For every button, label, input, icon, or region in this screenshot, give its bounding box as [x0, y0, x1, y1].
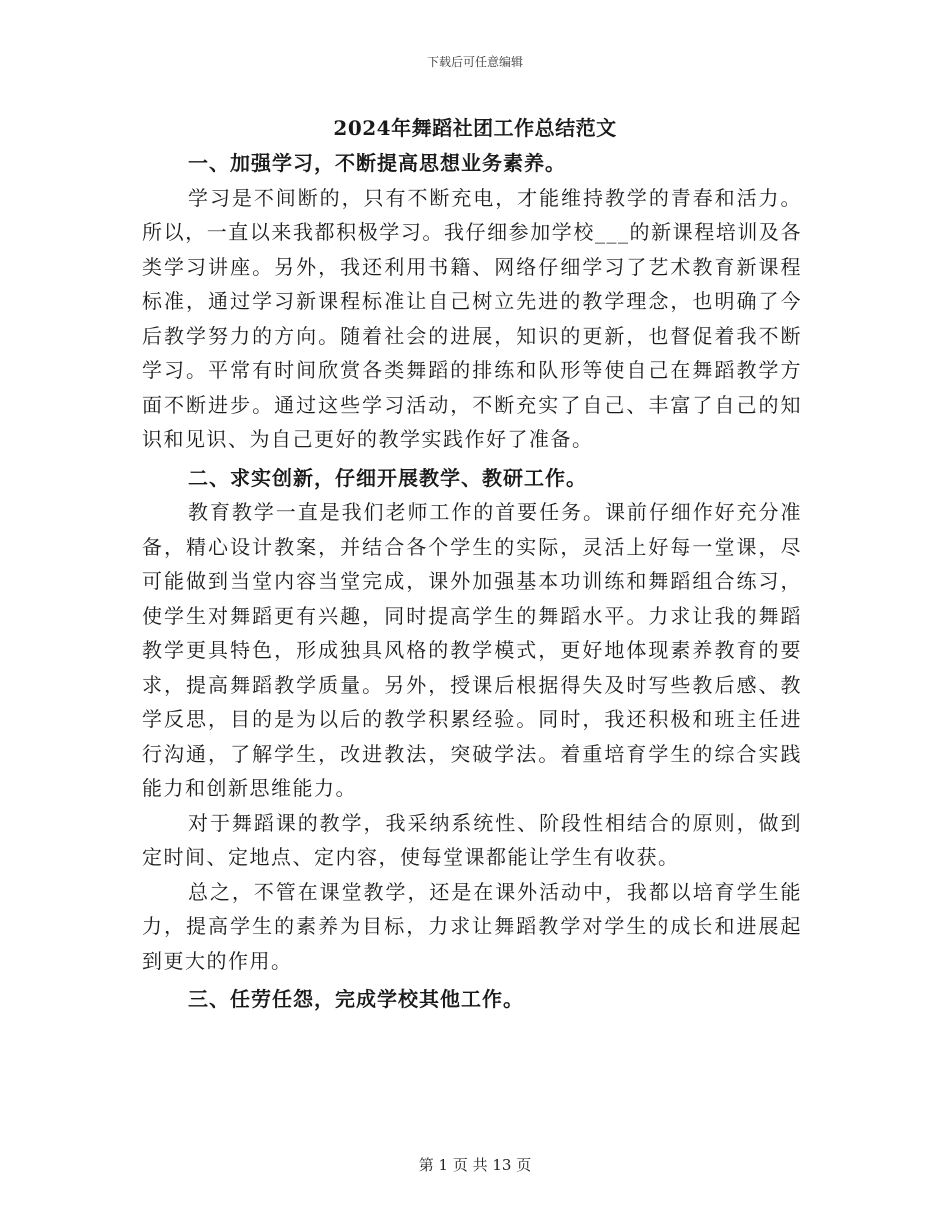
document-title: 2024年舞蹈社团工作总结范文 [333, 116, 617, 140]
section-1-paragraph-1: 学习是不间断的，只有不断充电，才能维持教学的青春和活力。所以，一直以来我都积极学习。我仔细参加学校___的新课程培训及各类学习讲座。另外，我还利用书籍、网络仔细学习了艺术教育新课程标准，通过学习新课程标准让自己树立先进的教学理念，也明确了今后教学努力的方向。随着社会的进展，知识的更新，也督促着我不断学习。平常有时间欣赏各类舞蹈的排练和队形等使自己在舞蹈教学方面不断进步。通过这些学习活动，不断充实了自己、丰富了自己的知识和见识、为自己更好的教学实践作好了准备。 [142, 185, 802, 451]
section-heading-2: 二、求实创新，仔细开展教学、教研工作。 [188, 465, 587, 490]
section-2-paragraph-3: 总之，不管在课堂教学，还是在课外活动中，我都以培育学生能力，提高学生的素养为目标，力求让舞蹈教学对学生的成长和进展起到更大的作用。 [142, 879, 802, 973]
section-heading-1: 一、加强学习，不断提高思想业务素养。 [188, 151, 566, 175]
section-2-paragraph-2: 对于舞蹈课的教学，我采纳系统性、阶段性相结合的原则，做到定时间、定地点、定内容，使每堂课都能让学生有收获。 [142, 810, 802, 869]
header-note: 下载后可任意编辑 [426, 55, 523, 69]
page-number-footer: 第 1 页 共 13 页 [418, 1156, 532, 1174]
section-heading-3: 三、任劳任怨，完成学校其他工作。 [188, 987, 524, 1011]
section-2-paragraph-1: 教育教学一直是我们老师工作的首要任务。课前仔细作好充分准备，精心设计教案，并结合各个学生的实际，灵活上好每一堂课，尽可能做到当堂内容当堂完成，课外加强基本功训练和舞蹈组合练习，使学生对舞蹈更有兴趣，同时提高学生的舞蹈水平。力求让我的舞蹈教学更具特色，形成独具风格的教学模式，更好地体现素养教育的要求，提高舞蹈教学质量。另外，授课后根据得失及时写些教后感、教学反思，目的是为以后的教学积累经验。同时，我还积极和班主任进行沟通，了解学生，改进教法，突破学法。着重培育学生的综合实践能力和创新思维能力。 [142, 500, 802, 800]
document-body [142, 146, 802, 1017]
